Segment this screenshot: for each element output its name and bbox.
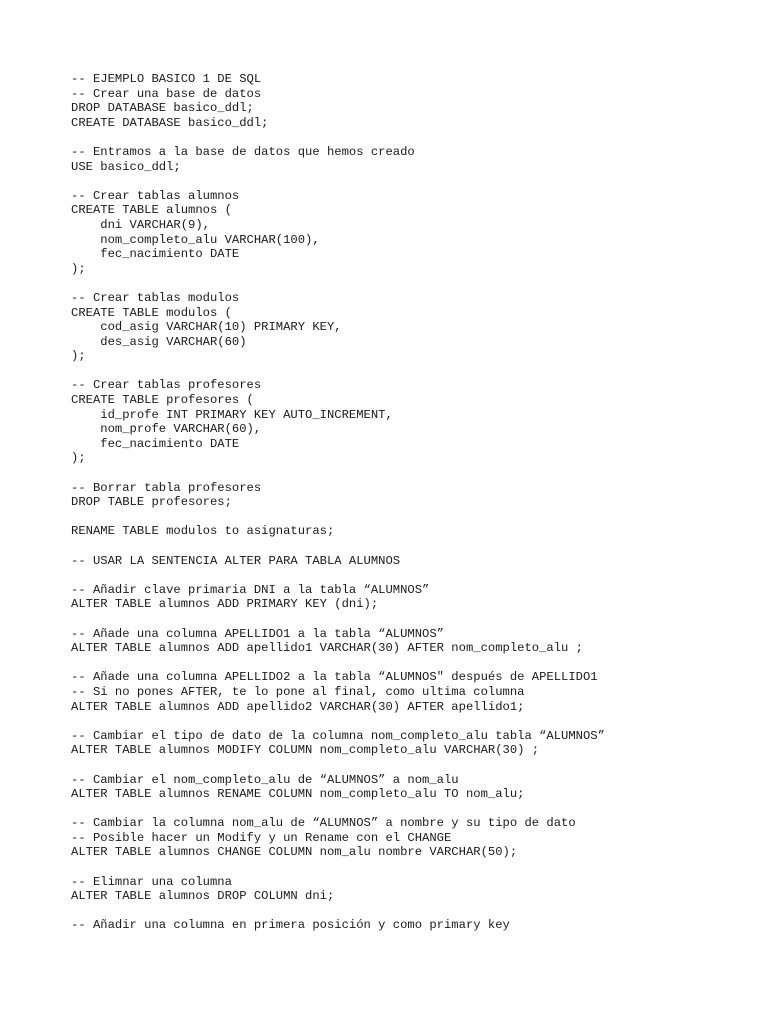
sql-statement-line: ALTER TABLE alumnos ADD PRIMARY KEY (dni); [71,597,379,612]
sql-comment-line: -- Crear tablas profesores [71,378,262,393]
blank-line [71,904,751,919]
sql-statement-line: fec_nacimiento DATE [71,436,240,451]
sql-statement-line: ALTER TABLE alumnos ADD apellido1 VARCHAR(30) AFTER nom_completo_alu ; [71,641,583,656]
blank-line [71,656,751,671]
sql-statement-line: ALTER TABLE alumnos RENAME COLUMN nom_completo_alu TO nom_alu; [71,787,525,802]
sql-statement-line: ALTER TABLE alumnos MODIFY COLUMN nom_completo_alu VARCHAR(30) ; [71,743,540,758]
blank-line [71,539,751,554]
sql-comment-line: -- Cambiar la columna nom_alu de “ALUMNOS” a nombre y su tipo de dato [71,816,576,831]
sql-comment-line: -- Añade una columna APELLIDO1 a la tabla “ALUMNOS” [71,626,444,641]
sql-statement-line: ALTER TABLE alumnos CHANGE COLUMN nom_alu nombre VARCHAR(50); [71,845,518,860]
sql-statement-line: cod_asig VARCHAR(10) PRIMARY KEY, [71,320,342,335]
sql-comment-line: -- Cambiar el nom_completo_alu de “ALUMNOS” a nom_alu [71,772,459,787]
sql-statement-line: ); [71,451,86,466]
sql-statement-line: CREATE TABLE profesores ( [71,393,254,408]
blank-line [71,860,751,875]
blank-line [71,714,751,729]
sql-statement-line: CREATE TABLE alumnos ( [71,203,232,218]
sql-comment-line: -- Crear tablas modulos [71,290,240,305]
blank-line [71,466,751,481]
sql-statement-line: DROP TABLE profesores; [71,495,232,510]
blank-line [71,568,751,583]
sql-comment-line: -- EJEMPLO BASICO 1 DE SQL [71,72,262,86]
blank-line [71,130,751,145]
sql-statement-line: dni VARCHAR(9), [71,217,210,232]
sql-comment-line: -- Añadir clave primaria DNI a la tabla “ALUMNOS” [71,582,430,597]
sql-comment-line: -- Elimnar una columna [71,874,232,889]
sql-statement-line: CREATE DATABASE basico_ddl; [71,115,269,130]
blank-line [71,174,751,189]
sql-statement-line: fec_nacimiento DATE [71,247,240,262]
sql-statement-line: nom_profe VARCHAR(60), [71,422,262,437]
sql-comment-line: -- Borrar tabla profesores [71,480,262,495]
blank-line [71,758,751,773]
sql-statement-line: ALTER TABLE alumnos DROP COLUMN dni; [71,889,335,904]
sql-comment-line: -- Posible hacer un Modify y un Rename con el CHANGE [71,830,452,845]
sql-code-block [71,72,751,933]
sql-statement-line: id_profe INT PRIMARY KEY AUTO_INCREMENT, [71,407,393,422]
sql-comment-line: -- Añadir una columna en primera posición y como primary key [71,918,510,933]
sql-statement-line: ); [71,349,86,364]
sql-statement-line: RENAME TABLE modulos to asignaturas; [71,524,335,539]
blank-line [71,364,751,379]
sql-statement-line: ALTER TABLE alumnos ADD apellido2 VARCHAR(30) AFTER apellido1; [71,699,525,714]
blank-line [71,276,751,291]
sql-comment-line: -- Si no pones AFTER, te lo pone al final, como ultima columna [71,684,525,699]
sql-comment-line: -- Crear una base de datos [71,86,262,101]
sql-statement-line: ); [71,261,86,276]
sql-statement-line: des_asig VARCHAR(60) [71,334,247,349]
sql-statement-line: nom_completo_alu VARCHAR(100), [71,232,320,247]
blank-line [71,802,751,817]
blank-line [71,510,751,525]
blank-line [71,612,751,627]
sql-comment-line: -- Añade una columna APELLIDO2 a la tabla “ALUMNOS" después de APELLIDO1 [71,670,598,685]
sql-comment-line: -- Cambiar el tipo de dato de la columna nom_completo_alu tabla “ALUMNOS” [71,728,605,743]
sql-comment-line: -- USAR LA SENTENCIA ALTER PARA TABLA ALUMNOS [71,553,401,568]
sql-comment-line: -- Entramos a la base de datos que hemos creado [71,144,415,159]
sql-comment-line: -- Crear tablas alumnos [71,188,240,203]
sql-statement-line: CREATE TABLE modulos ( [71,305,232,320]
sql-statement-line: DROP DATABASE basico_ddl; [71,101,254,116]
sql-statement-line: USE basico_ddl; [71,159,181,174]
